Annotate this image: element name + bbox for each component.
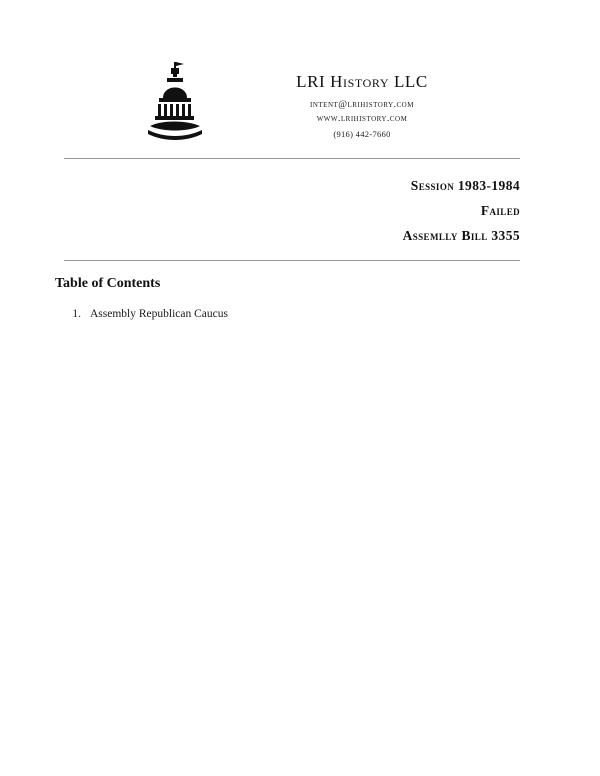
bill-label: Assemlly Bill 3355 [402, 228, 520, 243]
company-info [212, 72, 512, 139]
list-item-label: Assembly Republican Caucus [90, 308, 228, 320]
session-label: Session 1983-1984 [410, 178, 520, 193]
page-title: Table of Contents [55, 276, 161, 291]
company-website: www.lrihistory.com [316, 114, 408, 124]
company-name: LRI History LLC [296, 72, 428, 91]
table-of-contents-list [55, 308, 495, 325]
letterhead [0, 52, 600, 148]
divider-bottom [64, 260, 520, 261]
list-item[interactable] [55, 308, 495, 320]
company-email: intent@lrihistory.com [310, 100, 414, 110]
status-label: Failed [480, 203, 520, 218]
session-block [64, 178, 520, 244]
list-item-number: 1. [72, 308, 81, 320]
company-phone: (916) 442-7660 [333, 129, 391, 139]
capitol-dome-icon [140, 58, 212, 142]
divider-top [64, 158, 520, 159]
